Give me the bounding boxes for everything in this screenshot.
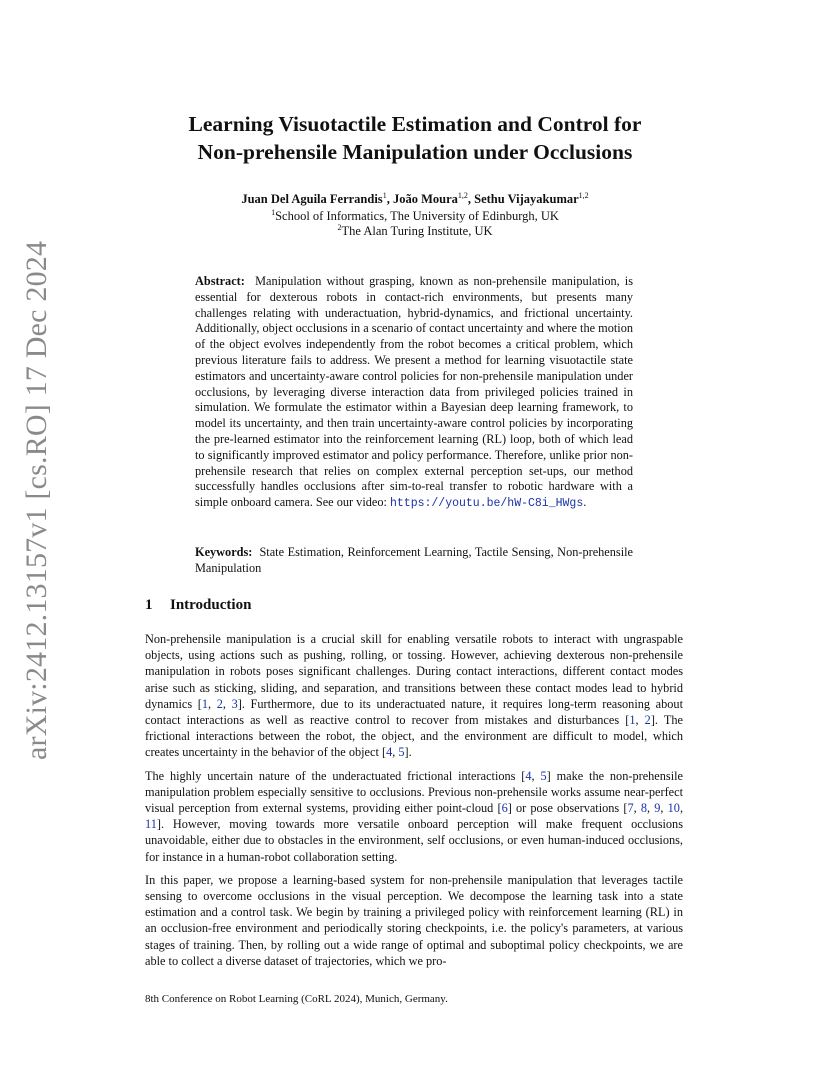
author-name: Juan Del Aguila Ferrandis <box>241 192 383 207</box>
citation-link[interactable]: 11 <box>145 817 157 832</box>
keywords-text: State Estimation, Reinforcement Learning, Tactile Sensing, Non-prehensile Manipulation <box>195 545 633 575</box>
conference-footer: 8th Conference on Robot Learning (CoRL 2024), Munich, Germany. <box>145 993 448 1005</box>
introduction-body <box>145 631 683 976</box>
affiliation-1: $^1$School of Informatics, The University of Edinburgh, UK <box>271 208 559 224</box>
citation-link[interactable]: 5 <box>398 745 405 760</box>
citation-link[interactable]: 3 <box>231 696 238 711</box>
abstract-text: Manipulation without grasping, known as non-prehensile manipulation, is essential for dexterous robots in contact-rich environments, but presents many challenges relating with underactuation, hybrid-dynamics, and frictional uncertainty. Additionally, object occlusions in a scenario of contact uncertainty and where the motion of the object evolves independently from the robot becomes a critical problem, which previous literature fails to address. We present a method for learning visuotactile state estimators and uncertainty-aware control policies for non-prehensile manipulation under occlusions, by leveraging diverse interaction data from privileged policies trained in simulation. We formulate the estimator within a Bayesian deep learning framework, to model its uncertainty, and then train uncertainty-aware control policies by incorporating the pre-learned estimator into the reinforcement learning (RL) loop, both of which lead to significantly improved estimator and policy performance. Therefore, unlike prior non-prehensile research that relies on complex external perception set-ups, our method successfully handles occlusions after sim-to-real transfer to robotic hardware with a simple onboard camera. See our video: <box>195 274 634 510</box>
citation-link[interactable]: 1 <box>201 696 208 711</box>
citation-link[interactable]: 1 <box>629 713 636 728</box>
section-title: Introduction <box>170 597 252 613</box>
author-affil-marker: 1,2 <box>578 191 589 200</box>
abstract-label: Abstract: <box>195 274 245 288</box>
paragraph-2: The highly uncertain nature of the underactuated frictional interactions [4, 5] make the non-prehensile manipulation problem especially sensitive to occlusions. Previous non-prehensile works assume near-perfect visual perception from external systems, providing either point-cloud [6] or pose observations [7, 8, 9, 10, 11]. However, moving towards more versatile onboard perception will make frequent occlusions unavoidable, either due to obstacles in the environment, self occlusions, or even human-induced occlusions, for instance in a human-robot collaboration setting. <box>145 768 684 864</box>
keywords <box>195 545 633 577</box>
title-line-2: Non-prehensile Manipulation under Occlusions <box>197 140 633 164</box>
citation-link[interactable]: 7 <box>627 801 634 816</box>
citation-link[interactable]: 4 <box>386 745 393 760</box>
paragraph-1: Non-prehensile manipulation is a crucial skill for enabling versatile robots to interact with ungraspable objects, using actions such as pushing, rolling, or tossing. However, achieving dexterous non-prehensile manipulation in robots poses significant challenges. During contact interactions, different contact modes arise such as sticking, sliding, and separation, and transitions between these contact modes lead to hybrid dynamics [1, 2, 3]. Furthermore, due to its underactuated nature, it requires long-term reasoning about contact interactions as well as reactive control to recover from mistakes and disturbances [1, 2]. The frictional interactions between the robot, the object, and the environment are difficult to model, which creates uncertainty in the behavior of the object [4, 5]. <box>145 632 683 760</box>
abstract: Abstract: Manipulation without grasping, known as non-prehensile manipulation, is essential for dexterous robots in contact-rich environments, but presents many challenges relating with underactuation, hybrid-dynamics, and frictional uncertainty. Additionally, object occlusions in a scenario of contact uncertainty and where the motion of the object evolves independently from the robot becomes a critical problem, which previous literature fails to address. We present a method for learning visuotactile state estimators and uncertainty-aware control policies for non-prehensile manipulation under occlusions, by leveraging diverse interaction data from privileged policies trained in simulation. We formulate the estimator within a Bayesian deep learning framework, to model its uncertainty, and then train uncertainty-aware control policies by incorporating the pre-learned estimator into the reinforcement learning (RL) loop, both of which lead to significantly improved estimator and policy performance. Therefore, unlike prior non-prehensile research that relies on complex external perception set-ups, our method successfully handles occlusions after sim-to-real transfer to robotic hardware with a simple onboard camera. See our video: https://youtu.be/hW-C8i_HWgs. <box>195 274 634 511</box>
citation-link[interactable]: 2 <box>216 696 223 711</box>
citation-link[interactable]: 2 <box>644 713 651 728</box>
keywords-label: Keywords: <box>195 545 253 559</box>
citation-link[interactable]: 4 <box>525 768 532 783</box>
author-name: João Moura <box>392 192 458 207</box>
citation-link[interactable]: 6 <box>501 801 508 816</box>
citation-link[interactable]: 8 <box>640 801 648 816</box>
section-heading-introduction <box>145 597 251 614</box>
affiliation-2: $^2$The Alan Turing Institute, UK <box>337 223 493 239</box>
author-affil-marker: 1 <box>382 191 387 200</box>
author-name: Sethu Vijayakumar <box>474 192 579 207</box>
title-line-1: Learning Visuotactile Estimation and Control for <box>188 112 642 136</box>
author-list: Juan Del Aguila Ferrandis$^1$, João Moura$^{1,2}$, Sethu Vijayakumar$^{1,2}$ <box>241 191 589 207</box>
citation-link[interactable]: 9 <box>654 801 661 816</box>
arxiv-identifier: arXiv:2412.13157v1 [cs.RO] 17 Dec 2024 <box>20 240 53 760</box>
citation-link[interactable]: 5 <box>540 768 547 783</box>
author-affil-marker: 1,2 <box>457 191 468 200</box>
citation-link[interactable]: 10 <box>667 801 680 816</box>
paper-title <box>95 110 735 166</box>
video-link[interactable]: https://youtu.be/hW-C8i_HWgs <box>389 497 584 511</box>
section-number: 1 <box>145 597 153 613</box>
paragraph-3: In this paper, we propose a learning-based system for non-prehensile manipulation that leverages tactile sensing to overcome occlusions in the visual perception. We decompose the learning task into a state estimation and a control task. We begin by training a privileged policy with reinforcement learning (RL) in an occlusion-free environment and periodically storing checkpoints, i.e. the policy's parameters, at various stages of training. Then, by rolling out a wide range of optimal and suboptimal policy checkpoints, we are able to collect a diverse dataset of trajectories, which we pro- <box>145 872 683 968</box>
